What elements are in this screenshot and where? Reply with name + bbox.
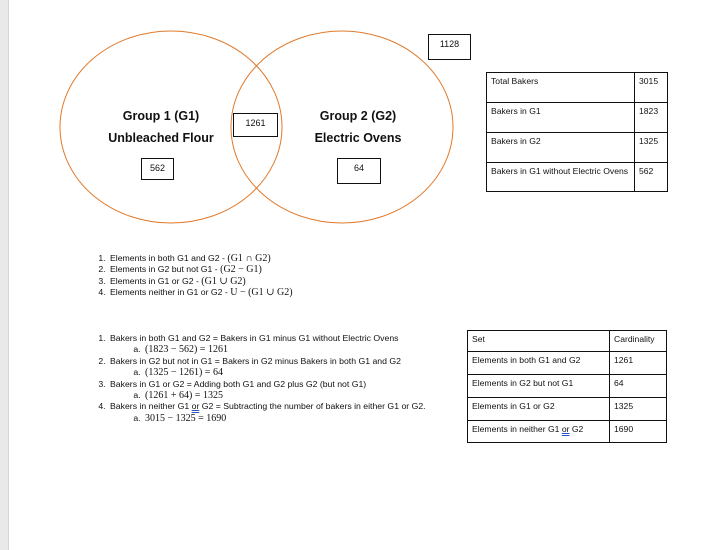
calculation-formula: 3015 − 1325 = 1690 [145, 412, 227, 424]
table-row [468, 375, 667, 398]
calculation-formula: (1261 + 64) = 1325 [145, 390, 223, 402]
set-name: Elements in G1 or G2 [468, 398, 610, 421]
set-name-post: G2 [569, 424, 584, 434]
set-name: Elements in G2 but not G1 [468, 375, 610, 398]
cardinality-table [467, 330, 667, 443]
list-item [108, 287, 438, 298]
group1-label [86, 105, 236, 149]
definition-math: U − (G1 ∪ G2) [230, 287, 293, 299]
list-item [108, 356, 468, 379]
sub-list-item [143, 390, 468, 401]
header-cardinality: Cardinality [610, 331, 667, 352]
definition-math: (G1 ∪ G2) [201, 275, 246, 287]
definition-math: (G2 − G1) [220, 264, 262, 276]
table-row [487, 73, 668, 103]
list-item [108, 264, 438, 275]
list-item [108, 253, 438, 264]
group2-label [283, 105, 433, 149]
definition-math: (G1 ∩ G2) [227, 253, 271, 264]
group2-title: Group 2 (G2) [319, 109, 397, 123]
intersection-value-box: 1261 [233, 113, 278, 137]
set-cardinality: 64 [610, 375, 667, 398]
table-row [468, 421, 667, 443]
table-row [487, 133, 668, 163]
list-item [108, 333, 468, 356]
grammar-flag-or[interactable]: or [561, 424, 570, 434]
table-row [487, 163, 668, 192]
sub-list-item [143, 367, 468, 378]
calculation-text: Bakers in G1 or G2 = Adding both G1 and G2 plus G2 (but not G1) [110, 378, 367, 389]
table-row [468, 398, 667, 421]
sub-list-item [143, 413, 468, 424]
summary-label: Total Bakers [487, 73, 635, 103]
set-definitions-list [91, 253, 438, 299]
calculation-formula: (1325 − 1261) = 64 [145, 367, 223, 379]
summary-label: Bakers in G1 [487, 103, 635, 133]
calculation-text-post: G2 = Subtracting the number of bakers in either G1 or G2. [199, 401, 426, 412]
calculation-formula: (1823 − 562) = 1261 [145, 344, 228, 356]
table-header-row [468, 331, 667, 352]
set-name: Elements in both G1 and G2 [468, 352, 610, 375]
calculation-text-pre: Bakers in neither G1 [110, 401, 192, 412]
set-name [468, 421, 610, 443]
set-cardinality: 1325 [610, 398, 667, 421]
calculations-list [91, 333, 468, 424]
sub-list-item [143, 344, 468, 355]
summary-label: Bakers in G1 without Electric Ovens [487, 163, 635, 192]
calculation-text: Bakers in both G1 and G2 = Bakers in G1 minus G1 without Electric Ovens [110, 333, 399, 343]
set-name-pre: Elements in neither G1 [472, 424, 562, 434]
definition-text: Elements neither in G1 or G2 - [110, 287, 231, 298]
definition-text: Elements in G2 but not G1 - [110, 264, 221, 275]
list-item [108, 401, 468, 424]
group1-only-value-box: 562 [141, 158, 174, 180]
set-cardinality: 1690 [610, 421, 667, 443]
list-item [108, 276, 438, 287]
calculation-text: Bakers in G2 but not in G1 = Bakers in G2 minus Bakers in both G1 and G2 [110, 355, 401, 366]
header-set: Set [468, 331, 610, 352]
summary-table [486, 72, 668, 192]
set-cardinality: 1261 [610, 352, 667, 375]
definition-text: Elements in both G1 and G2 - [110, 253, 228, 263]
group1-subtitle: Unbleached Flour [108, 131, 214, 145]
summary-label: Bakers in G2 [487, 133, 635, 163]
summary-value: 1325 [635, 133, 668, 163]
definition-text: Elements in G1 or G2 - [110, 275, 202, 286]
summary-value: 1823 [635, 103, 668, 133]
grammar-flag-or[interactable]: or [191, 401, 200, 412]
outside-value-box: 1128 [428, 34, 471, 60]
table-row [468, 352, 667, 375]
group2-subtitle: Electric Ovens [314, 131, 402, 145]
group1-title: Group 1 (G1) [122, 109, 200, 123]
table-row [487, 103, 668, 133]
summary-value: 562 [635, 163, 668, 192]
group2-only-value-box: 64 [337, 158, 381, 184]
list-item [108, 379, 468, 402]
summary-value: 3015 [635, 73, 668, 103]
